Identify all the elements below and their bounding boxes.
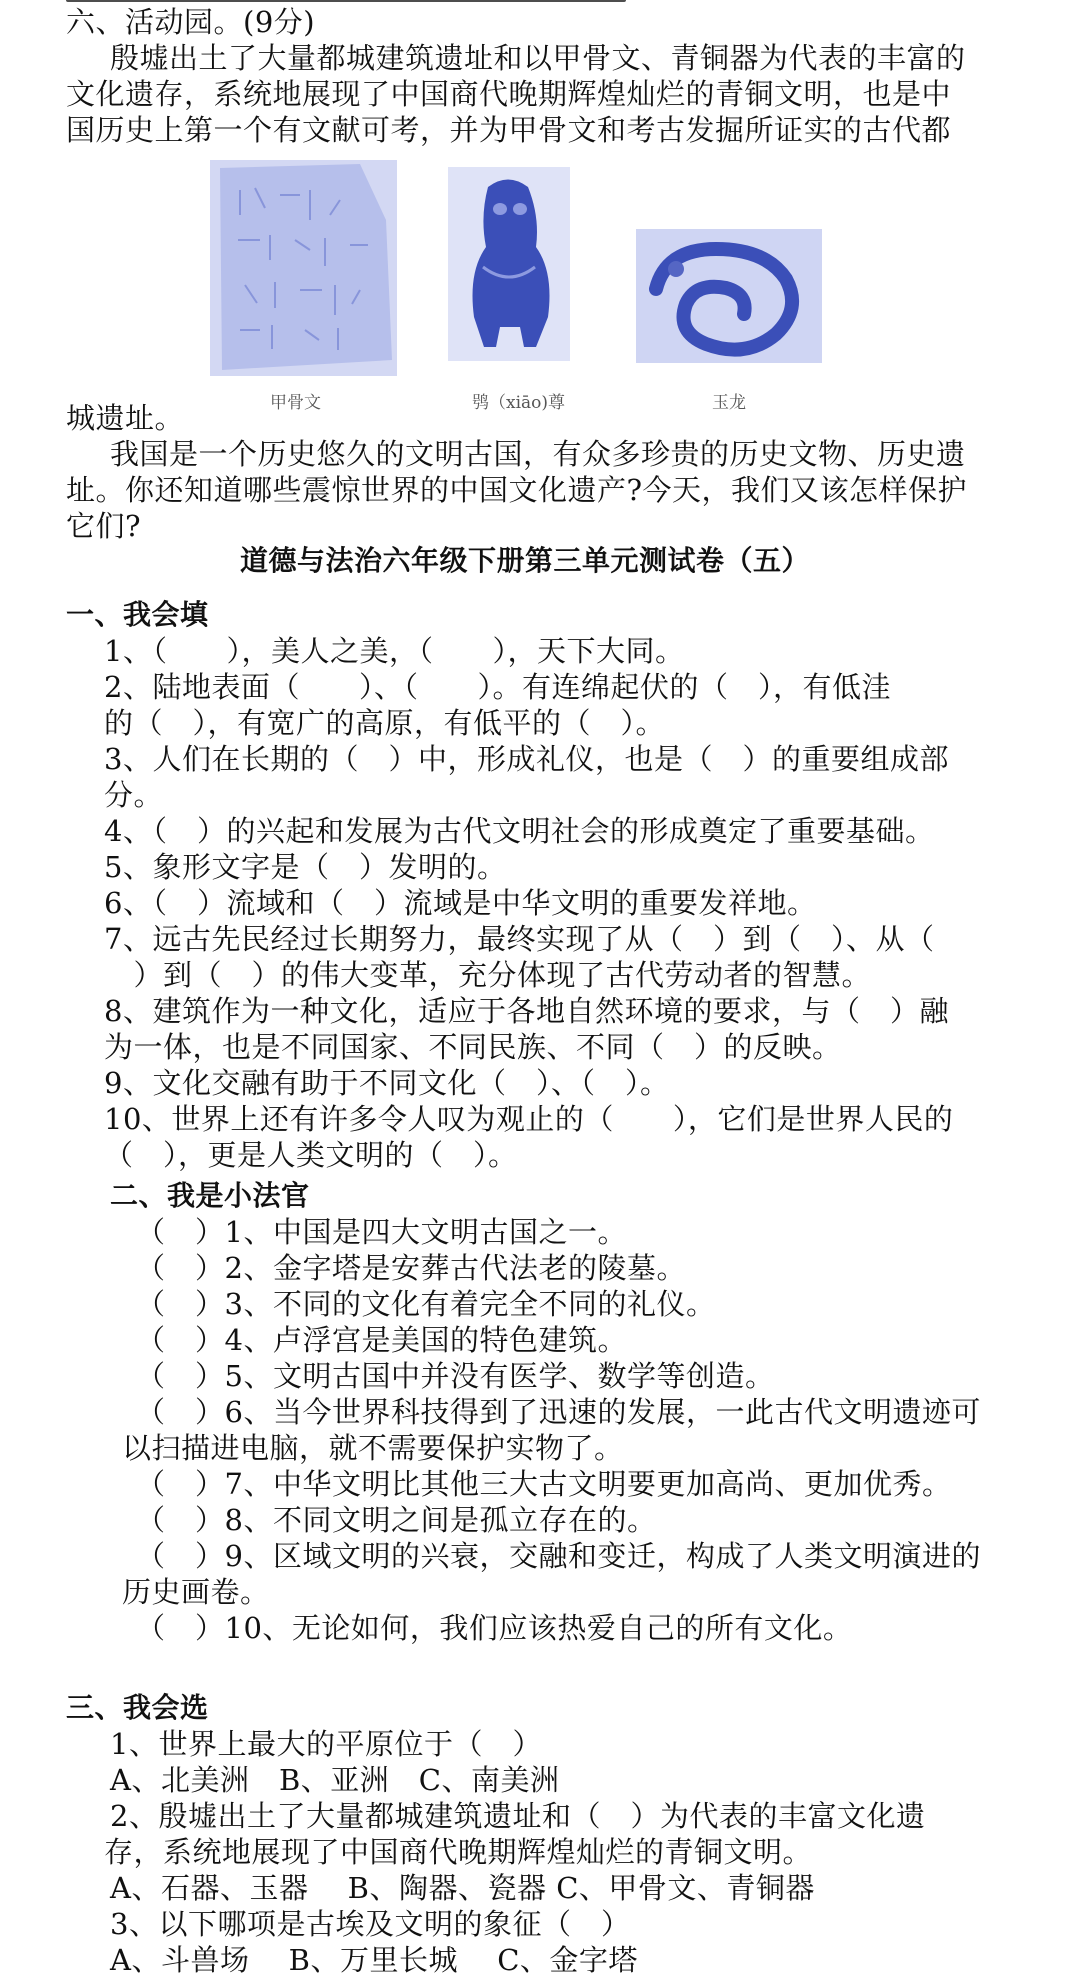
image-caption: 鸮（xiāo)尊 <box>472 393 566 413</box>
judge-question-line: （ ）1、中国是四大文明古国之一。 <box>136 1215 627 1249</box>
choose-question-line: 1、世界上最大的平原位于（ ） <box>110 1727 542 1761</box>
fill-question-line: 3、人们在长期的（ ）中，形成礼仪，也是（ ）的重要组成部 <box>104 742 949 776</box>
choose-question-line: 2、殷墟出土了大量都城建筑遗址和（ ）为代表的丰富文化遗 <box>110 1799 926 1833</box>
choose-option-line: A、石器、玉器 B、陶器、瓷器 C、甲骨文、青铜器 <box>110 1871 815 1905</box>
fill-question-line: 1、（ ），美人之美，（ ），天下大同。 <box>104 634 685 668</box>
oracle-bone-image <box>210 160 397 376</box>
jade-dragon-image <box>636 229 822 363</box>
fill-question-line: 10、世界上还有许多令人叹为观止的（ ），它们是世界人民的 <box>104 1102 954 1136</box>
fill-question-line: 为一体，也是不同国家、不同民族、不同（ ）的反映。 <box>104 1030 842 1064</box>
owl-vessel-image <box>448 167 570 361</box>
image-caption: 甲骨文 <box>270 393 321 413</box>
activity-paragraph-line: 文化遗存，系统地展现了中国商代晚期辉煌灿烂的青铜文明，也是中 <box>66 77 952 111</box>
activity-heading: 六、活动园。(9分) <box>66 5 316 39</box>
fill-question-line: 的（ ），有宽广的高原，有低平的（ ）。 <box>104 706 666 740</box>
judge-question-line: （ ）8、不同文明之间是孤立存在的。 <box>136 1503 657 1537</box>
fill-question-line: 5、象形文字是（ ）发明的。 <box>104 850 507 884</box>
fill-question-line: ）到（ ）的伟大变革，充分体现了古代劳动者的智慧。 <box>104 958 872 992</box>
judge-question-line: 历史画卷。 <box>122 1575 270 1609</box>
choose-question-line: 存，系统地展现了中国商代晚期辉煌灿烂的青铜文明。 <box>104 1835 813 1869</box>
judge-question-line: （ ）9、区域文明的兴衰，交融和变迁，构成了人类文明演进的 <box>136 1539 981 1573</box>
activity-paragraph-line: 它们? <box>66 509 142 543</box>
activity-paragraph-line: 城遗址。 <box>66 401 185 435</box>
judge-question-line: （ ）10、无论如何，我们应该热爱自己的所有文化。 <box>136 1611 853 1645</box>
fill-question-line: （ ），更是人类文明的（ ）。 <box>104 1138 518 1172</box>
fill-question-line: 4、（ ）的兴起和发展为古代文明社会的形成奠定了重要基础。 <box>104 814 935 848</box>
activity-paragraph-line: 我国是一个历史悠久的文明古国，有众多珍贵的历史文物、历史遗 <box>110 437 966 471</box>
choose-option-line: A、斗兽场 B、万里长城 C、金字塔 <box>110 1943 638 1977</box>
fill-question-line: 8、建筑作为一种文化，适应于各地自然环境的要求，与（ ）融 <box>104 994 949 1028</box>
section-choose-heading: 三、我会选 <box>66 1691 209 1724</box>
fill-question-line: 分。 <box>104 778 164 812</box>
fill-question-line: 7、远古先民经过长期努力，最终实现了从（ ）到（ ）、从（ <box>104 922 935 956</box>
test-title: 道德与法治六年级下册第三单元测试卷（五） <box>240 544 811 577</box>
image-caption: 玉龙 <box>712 393 746 413</box>
judge-question-line: （ ）5、文明古国中并没有医学、数学等创造。 <box>136 1359 775 1393</box>
activity-paragraph-line: 址。你还知道哪些震惊世界的中国文化遗产?今天，我们又该怎样保护 <box>66 473 968 507</box>
activity-paragraph-line: 国历史上第一个有文献可考，并为甲骨文和考古发掘所证实的古代都 <box>66 113 952 147</box>
section-judge-heading: 二、我是小法官 <box>110 1179 310 1212</box>
fill-question-line: 9、文化交融有助于不同文化（ ）、（ ）。 <box>104 1066 670 1100</box>
judge-question-line: （ ）2、金字塔是安葬古代法老的陵墓。 <box>136 1251 686 1285</box>
fill-question-line: 6、（ ）流域和（ ）流域是中华文明的重要发祥地。 <box>104 886 817 920</box>
section-fill-heading: 一、我会填 <box>66 598 209 631</box>
choose-question-line: 3、以下哪项是古埃及文明的象征（ ） <box>110 1907 631 1941</box>
judge-question-line: 以扫描进电脑，就不需要保护实物了。 <box>122 1431 624 1465</box>
judge-question-line: （ ）7、中华文明比其他三大古文明要更加高尚、更加优秀。 <box>136 1467 952 1501</box>
fill-question-line: 2、陆地表面（ ）、（ ）。有连绵起伏的（ ），有低洼 <box>104 670 891 704</box>
activity-paragraph-line: 殷墟出土了大量都城建筑遗址和以甲骨文、青铜器为代表的丰富的 <box>110 41 966 75</box>
choose-option-line: A、北美洲 B、亚洲 C、南美洲 <box>110 1763 560 1797</box>
judge-question-line: （ ）6、当今世界科技得到了迅速的发展，一此古代文明遗迹可 <box>136 1395 981 1429</box>
judge-question-line: （ ）3、不同的文化有着完全不同的礼仪。 <box>136 1287 716 1321</box>
judge-question-line: （ ）4、卢浮宫是美国的特色建筑。 <box>136 1323 627 1357</box>
